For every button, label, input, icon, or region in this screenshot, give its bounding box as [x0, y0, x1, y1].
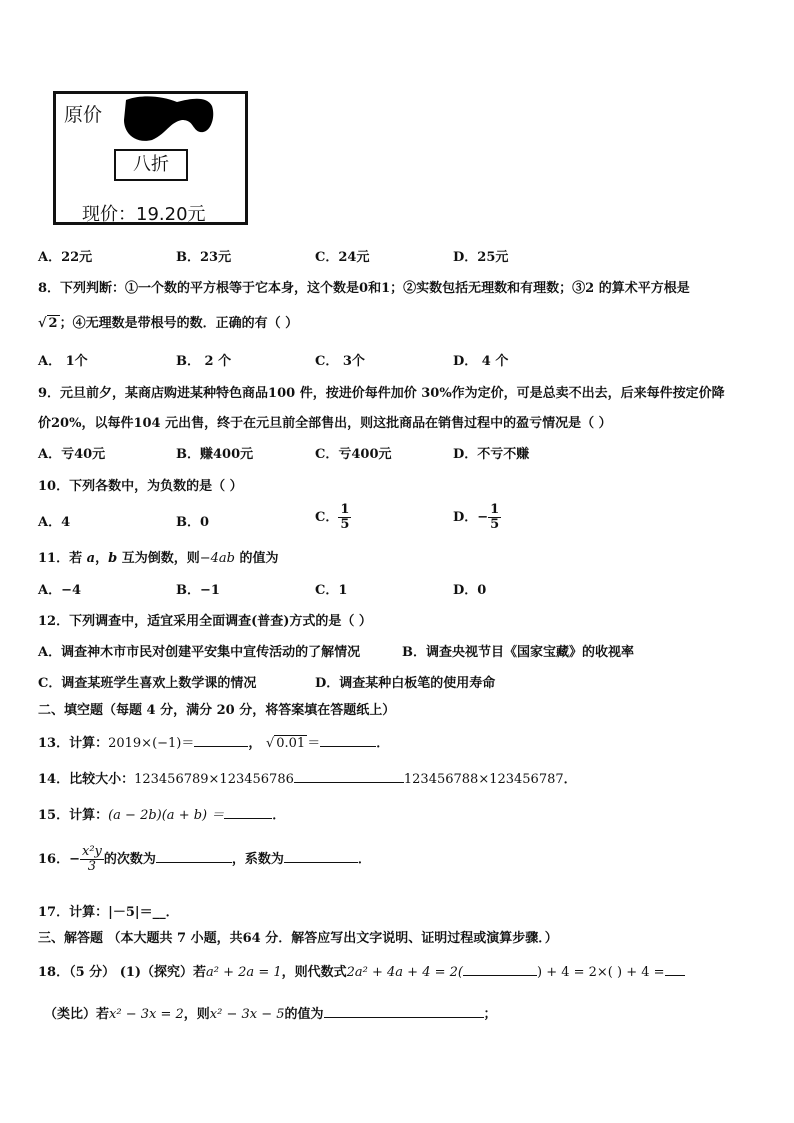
q12-option-b: B．调查央视节目《国家宝藏》的收视率: [402, 645, 634, 660]
q12-stem: 12．下列调查中，适宜采用全面调查(普查)方式的是（ ）: [38, 614, 372, 629]
q10-option-c: C． $\frac{1}{5}$: [315, 502, 350, 532]
current-price-label: 现价：19.20元: [82, 204, 206, 225]
q10-option-a: A．4: [38, 515, 71, 530]
q10-stem: 10．下列各数中，为负数的是（ ）: [38, 479, 243, 494]
ink-blot-icon: [122, 94, 222, 146]
q11-option-b: B．−1: [176, 583, 220, 598]
q7-option-b: B．23元: [176, 250, 232, 265]
original-price-label: 原价: [64, 104, 103, 126]
q13: 13．计算：2019×(−1)＝ ， √ 0.01 ＝ ．: [38, 733, 389, 753]
q18-line2: （类比）若x² − 3x = 2，则x² − 3x − 5的值为 ；: [44, 1004, 497, 1024]
q8-option-a: A． 1个: [38, 354, 88, 369]
q8-stem-line1: 8．下列判断：①一个数的平方根等于它本身，这个数是0和1；②实数包括无理数和有理数；③2 的算术平方根是: [38, 281, 690, 296]
q12-option-c: C．调查某班学生喜欢上数学课的情况: [38, 676, 257, 691]
q7-option-a: A．22元: [38, 250, 93, 265]
q9-stem-line1: 9．元旦前夕，某商店购进某种特色商品100 件，按进价每件加价 30%作为定价，可是总卖不出去，后来每件按定价降: [38, 386, 725, 401]
q10-option-d: D．− $\frac{1}{5}$: [453, 502, 500, 532]
q17: 17．计算：|－5|＝__．: [38, 905, 179, 920]
q18-line1: 18．（5 分） (1)（探究）若a² + 2a = 1，则代数式2a² + 4a + 4 = 2( ) + 4 = 2×( ) + 4 =: [38, 962, 685, 982]
q7-option-d: D．25元: [453, 250, 509, 265]
q9-option-c: C．亏400元: [315, 447, 392, 462]
q9-option-d: D．不亏不赚: [453, 447, 530, 462]
price-tag-figure: [53, 91, 248, 225]
sqrt-2: √ 2: [38, 316, 58, 331]
q9-option-a: A．亏40元: [38, 447, 106, 462]
q9-option-b: B．赚400元: [176, 447, 254, 462]
q15: 15．计算：(a − 2b)(a + b) ＝ ．: [38, 805, 285, 825]
section-3-title: 三、解答题 （本大题共 7 小题，共64 分．解答应写出文字说明、证明过程或演算步骤．）: [38, 931, 558, 946]
q8-stem-line2: √ 2 ；④无理数是带根号的数．正确的有（ ）: [38, 316, 299, 331]
q11-option-a: A．−4: [38, 583, 82, 598]
q11-option-c: C．1: [315, 583, 348, 598]
q12-option-a: A．调查神木市市民对创建平安集中宣传活动的了解情况: [38, 645, 361, 660]
q8-option-b: B． 2 个: [176, 354, 232, 369]
q16: 16．− $\frac{\text{x²y}}{3}$ 的次数为 ，系数为 ．: [38, 844, 371, 874]
section-2-title: 二、填空题（每题 4 分，满分 20 分，将答案填在答题纸上）: [38, 703, 396, 718]
q12-option-d: D．调查某种白板笔的使用寿命: [315, 676, 496, 691]
q14: 14．比较大小：123456789×123456786 123456788×123456787．: [38, 769, 577, 789]
q11-option-d: D．0: [453, 583, 487, 598]
sqrt-0-01: √ 0.01: [265, 736, 306, 751]
discount-label: 八折: [114, 149, 188, 181]
q8-option-d: D． 4 个: [453, 354, 509, 369]
q10-option-b: B．0: [176, 515, 210, 530]
q8-option-c: C． 3个: [315, 354, 365, 369]
q7-option-c: C．24元: [315, 250, 370, 265]
q9-stem-line2: 价20%，以每件104 元出售，终于在元旦前全部售出，则这批商品在销售过程中的盈亏情况是（ ）: [38, 416, 612, 431]
q11-stem: 11．若 a，b 互为倒数，则−4ab 的值为: [38, 551, 279, 566]
